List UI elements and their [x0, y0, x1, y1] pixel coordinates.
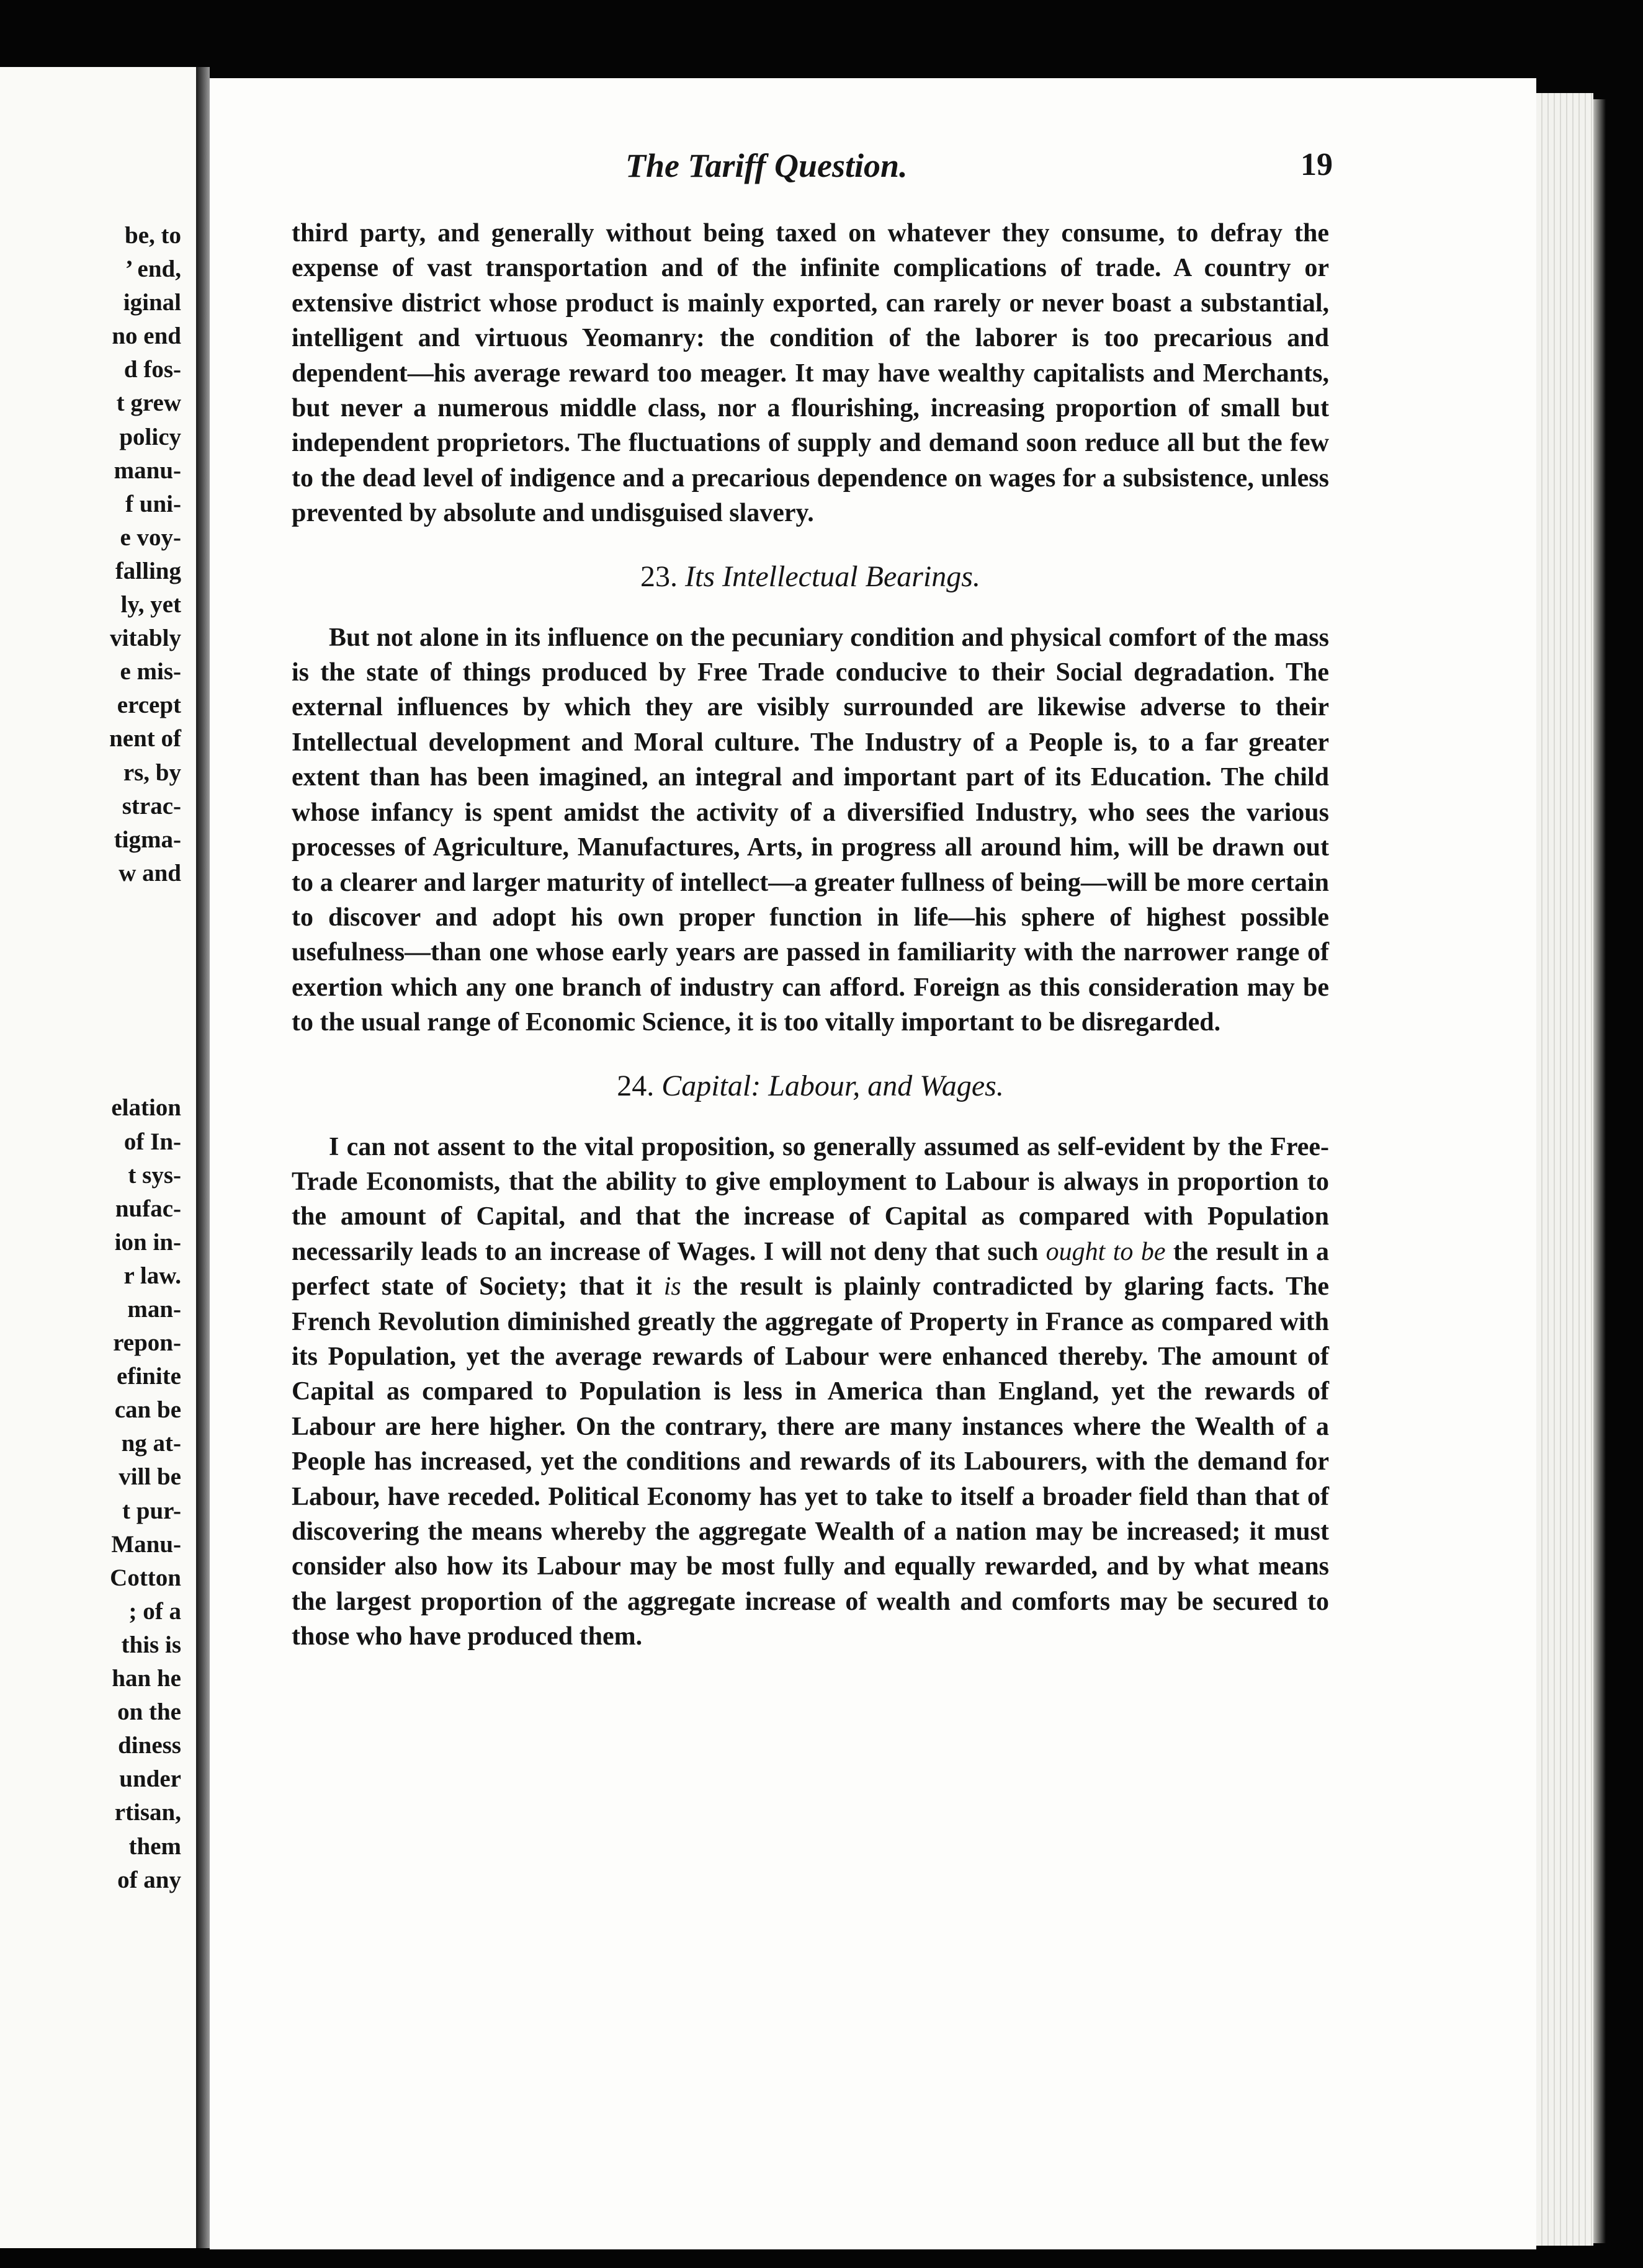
- facing-page-line: falling: [115, 557, 181, 584]
- facing-page-line: man-: [127, 1296, 181, 1323]
- section-23-paragraph: But not alone in its influence on the pecuniary condition and physical comfort of the mass is the state of things produced by Free Trade conducive to their Social degradation. The external influences by which they are visibly surrounded are likewise adverse to their Intellectual development and Moral culture. The Industry of a People is, to a far greater extent than has been imagined, an integral and important part of its Education. The child whose infancy is spent amidst the activity of a diversified Industry, who sees the various processes of Agriculture, Manufactures, Arts, in progress all around him, will be drawn out to a clearer and larger maturity of intellect—a greater fullness of being—will be more certain to discover and adopt his own proper function in life—his sphere of highest possible usefulness—than one whose early years are passed in familiarity with the narrower range of exertion which any one branch of industry can afford. Foreign as this consideration may be to the usual range of Economic Science, it is too vitally important to be disregarded.: [292, 623, 1329, 1037]
- facing-page-line: r law.: [123, 1262, 181, 1289]
- facing-page-line: t sys-: [128, 1161, 181, 1189]
- facing-page-line: e voy-: [120, 524, 181, 551]
- facing-page-line: nufac-: [115, 1195, 181, 1222]
- facing-page-line: ; of a: [128, 1597, 181, 1625]
- facing-page-line: efinite: [117, 1363, 181, 1390]
- facing-page-line: f uni-: [125, 490, 181, 517]
- facing-page-line: policy: [119, 423, 181, 450]
- book-gutter: [196, 67, 210, 2248]
- section-title: Its Intellectual Bearings.: [685, 560, 980, 593]
- running-head: The Tariff Question.: [625, 147, 908, 184]
- facing-page-line: ’ end,: [125, 256, 181, 283]
- facing-page-line: diness: [118, 1732, 181, 1759]
- facing-page-line: rs, by: [123, 759, 181, 786]
- page-edge: [1536, 93, 1593, 2246]
- facing-page-line: ng at-: [121, 1430, 181, 1457]
- section-24-paragraph: [292, 1130, 1329, 1654]
- continued-paragraph: third party, and generally without being taxed on whatever they consume, to defray the expense of vast transportation and of the infinite complications of trade. A country or extensive district whose product is mainly exported, can rarely or never boast a substantial, intelligent and virtuous Yeomanry: the condition of the laborer is too precarious and dependent—his average reward too meager. It may have wealthy capitalists and Merchants, but never a numerous middle class, nor a flourishing, increasing proportion of small but independent proprietors. The fluctuations of supply and demand soon reduce all but the few to the dead level of indigence and a precarious dependence on wages for a subsistence, unless prevented by absolute and undisguised slavery.: [292, 219, 1329, 528]
- facing-page-line: [0, 957, 181, 991]
- paragraph-text: the result is plainly contradicted by glaring facts. The French Revolution diminished greatly the aggregate of Property in France as compared with its Population, yet the average rewards of Labour were enhanced thereby. The amount of Capital as compared to Population is less in America than England, yet the rewards of Labour are here higher. On the contrary, there are many instances where the Wealth of a People has increased, yet the conditions and rewards of its Labourers, with the demand for Labour, have receded. Political Economy has yet to take to itself a broader field than that of discovering the means whereby the aggregate Wealth of a nation may be increased; it must consider also how its Labour may be most fully and equally rewarded, and by what means the largest proportion of the aggregate increase of wealth and comforts may be secured to those who have produced them.: [292, 1272, 1329, 1651]
- facing-page-line: t pur-: [122, 1497, 181, 1524]
- facing-page-line: Cotton: [110, 1564, 181, 1591]
- page-edge-shadow: [1593, 99, 1606, 2243]
- facing-page-line: iginal: [123, 289, 181, 316]
- facing-page-line: [0, 991, 181, 1024]
- facing-page-line: [0, 890, 181, 924]
- section-number: 24.: [617, 1069, 655, 1102]
- section-title: Capital: Labour, and Wages.: [661, 1069, 1004, 1102]
- facing-page-line: Manu-: [111, 1530, 181, 1558]
- facing-page-line: be, to: [125, 222, 181, 249]
- facing-page-line: [0, 1058, 181, 1091]
- facing-page-line: them: [128, 1833, 181, 1860]
- facing-page-line: ercept: [117, 692, 181, 719]
- page-body: [292, 216, 1329, 1654]
- facing-page-text: [0, 219, 181, 1897]
- facing-page-line: elation: [111, 1094, 181, 1122]
- facing-page-line: d fos-: [123, 356, 181, 383]
- facing-page-fragment: [0, 67, 196, 2248]
- facing-page-line: this is: [121, 1631, 181, 1658]
- section-heading-23: [292, 560, 1329, 594]
- facing-page-line: [0, 1024, 181, 1058]
- page-number: 19: [1301, 147, 1333, 182]
- section-number: 23.: [640, 560, 678, 593]
- paragraph-text: I can not assent to the vital proposition, so generally assumed as self-evident by the Free-Trade Economists, that the ability to give employment to Labour is always in proportion to the amount of Capital, and that the increase of Capital as compared with Population necessarily leads to an increase of Wages. I will not deny that such: [292, 1132, 1329, 1266]
- facing-page-line: [0, 924, 181, 957]
- facing-page-line: manu-: [114, 457, 181, 484]
- facing-page-line: rtisan,: [114, 1799, 181, 1826]
- facing-page-line: on the: [117, 1699, 181, 1726]
- facing-page-line: vill be: [119, 1463, 181, 1491]
- facing-page-line: t grew: [116, 390, 181, 417]
- emphasis-text: is: [663, 1272, 681, 1301]
- section-heading-24: [292, 1069, 1329, 1104]
- facing-page-line: repon-: [113, 1329, 181, 1357]
- facing-page-line: of any: [117, 1866, 181, 1893]
- facing-page-line: of In-: [123, 1128, 181, 1155]
- facing-page-line: under: [119, 1766, 181, 1793]
- emphasis-text: ought to be: [1045, 1237, 1166, 1266]
- facing-page-line: ion in-: [114, 1228, 181, 1256]
- facing-page-line: e mis-: [120, 658, 181, 685]
- facing-page-line: nent of: [109, 725, 181, 752]
- facing-page-line: tigma-: [114, 826, 181, 853]
- paragraph-text: the result in a perfect state of Society; that it: [292, 1237, 1330, 1301]
- facing-page-line: vitably: [110, 625, 181, 652]
- facing-page-line: han he: [112, 1665, 181, 1692]
- facing-page-line: w and: [119, 859, 181, 886]
- facing-page-line: can be: [114, 1396, 181, 1424]
- facing-page-line: strac-: [122, 792, 181, 819]
- facing-page-line: no end: [112, 323, 181, 350]
- facing-page-line: ly, yet: [120, 591, 181, 618]
